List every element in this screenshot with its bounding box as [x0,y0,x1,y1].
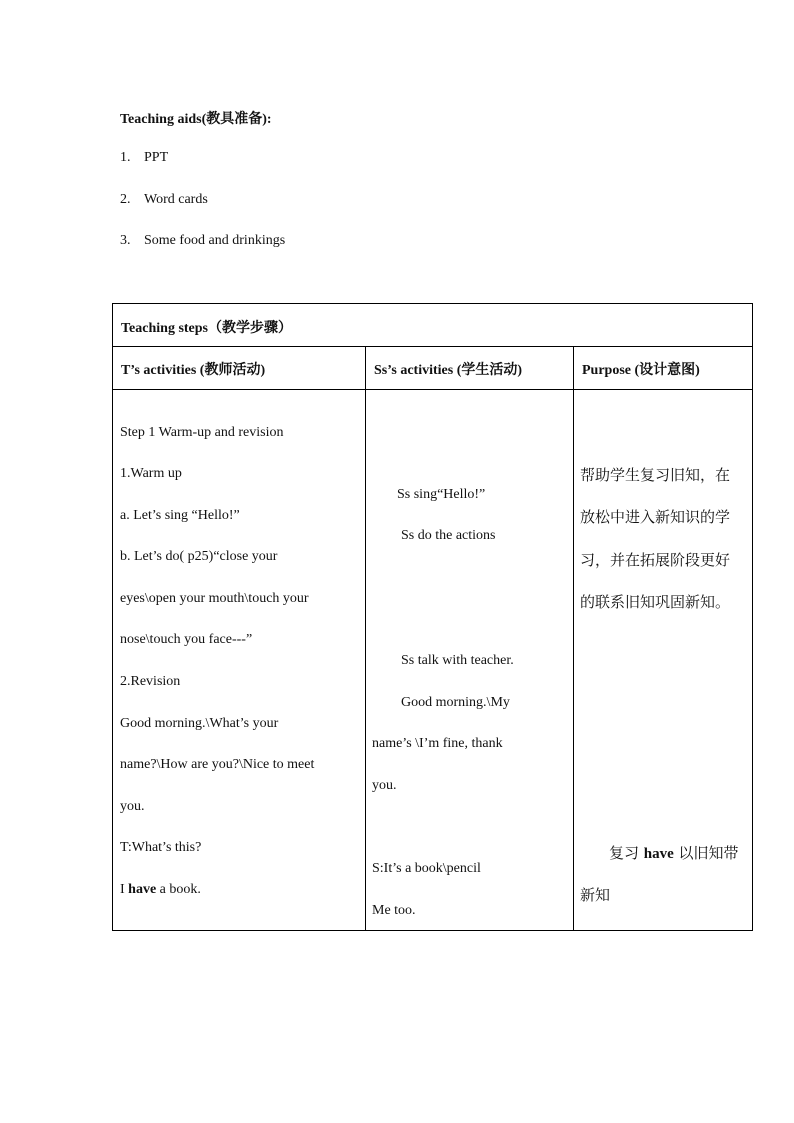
list-item [120,150,285,192]
student-line: S:It’s a book\pencil [372,861,481,876]
purpose-cell [574,390,753,931]
table-title-cell [113,304,753,347]
teacher-line: Step 1 Warm-up and revision [120,425,284,440]
teacher-line: Good morning.\What’s your [120,716,279,731]
text-part: 以旧知带 [673,844,739,862]
student-line: Good morning.\My [401,695,510,710]
purpose-review-line [609,842,739,863]
student-activities-cell [366,390,574,931]
teacher-line: T:What’s this? [120,840,202,855]
teacher-line: you. [120,799,145,814]
list-item [120,233,285,275]
keyword-have: have [128,882,157,897]
teacher-line: b. Let’s do( p25)“close your [120,549,278,564]
purpose-line: 的联系旧知巩固新知。 [580,593,731,611]
teacher-line: 1.Warm up [120,466,182,481]
table-title: Teaching steps（教学步骤） [121,321,293,336]
item-text: Some food and drinkings [144,233,286,248]
header-student-activities [366,347,574,390]
list-item [120,192,285,234]
teacher-line-have [120,882,201,898]
header-label: Purpose (设计意图) [582,363,700,378]
header-label: Ss’s activities (学生活动) [374,363,523,378]
purpose-line: 新知 [580,886,611,904]
item-text: PPT [144,150,169,165]
student-line: Ss do the actions [401,528,496,543]
student-line: Ss sing“Hello!” [397,487,486,502]
item-number: 2. [120,191,131,207]
teaching-aids-heading: Teaching aids(教具准备): [120,112,272,127]
teacher-line: name?\How are you?\Nice to meet [120,757,315,772]
student-line: Me too. [372,903,416,918]
purpose-line: 放松中进入新知识的学 [580,508,731,526]
teacher-line: eyes\open your mouth\touch your [120,591,309,606]
keyword-have: have [643,846,674,862]
student-line: you. [372,778,397,793]
text-part: I [120,882,129,897]
purpose-line: 习，并在拓展阶段更好 [580,551,731,569]
text-part: a book. [156,882,201,897]
purpose-line: 帮助学生复习旧知，在 [580,466,731,484]
header-label: T’s activities (教师活动) [121,363,266,378]
teacher-activities-cell [113,390,366,931]
teacher-line: a. Let’s sing “Hello!” [120,508,240,523]
student-line: name’s \I’m fine, thank [372,736,503,751]
item-text: Word cards [144,191,208,207]
teaching-aids-list [120,150,285,275]
teacher-line: 2.Revision [120,674,181,689]
header-purpose [574,347,753,390]
item-number: 3. [120,233,131,248]
text-part: 复习 [609,844,644,862]
teacher-line: nose\touch you face---” [120,632,253,647]
header-teacher-activities [113,347,366,390]
student-line: Ss talk with teacher. [401,653,514,668]
teaching-steps-table [112,303,753,931]
item-number: 1. [120,150,131,165]
